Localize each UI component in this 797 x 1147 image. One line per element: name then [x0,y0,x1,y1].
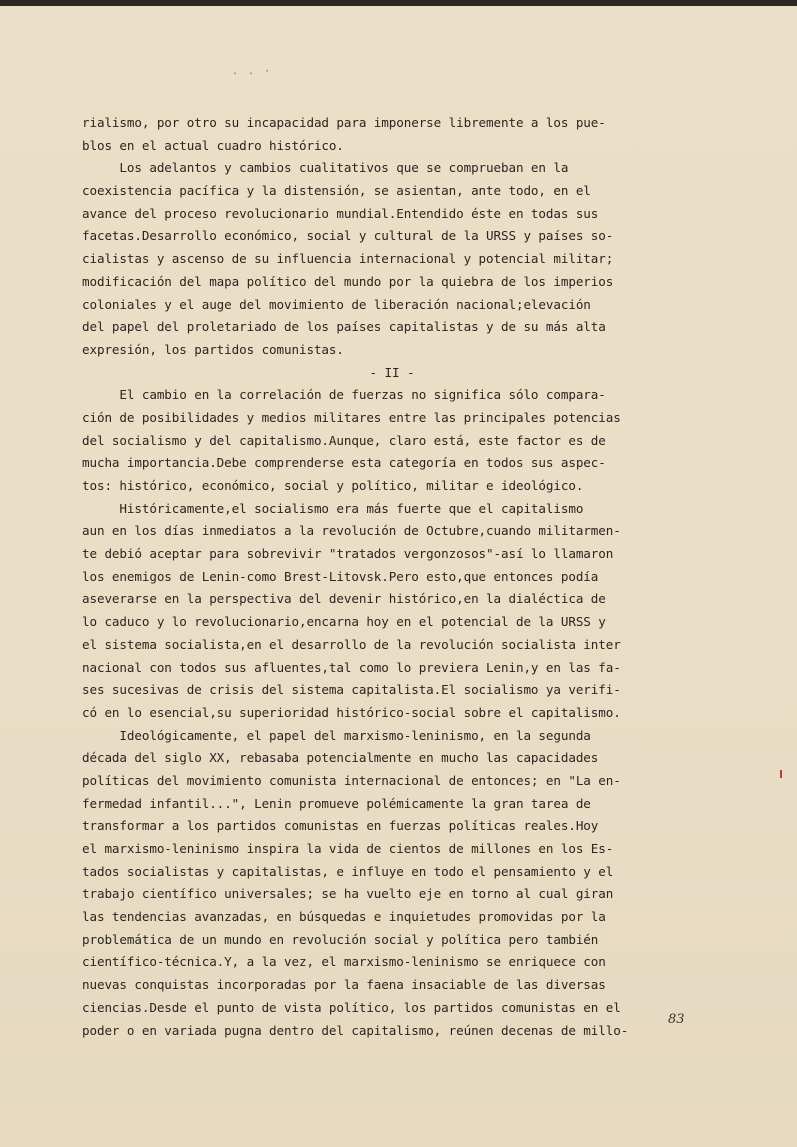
text-line: lo caduco y lo revolucionario,encarna hoy en el potencial de la URSS y [82,614,606,630]
text-line: modificación del mapa político del mundo por la quiebra de los imperios [82,273,614,289]
text-line: expresión, los partidos comunistas. [82,341,344,357]
text-line: blos en el actual cuadro histórico. [82,137,344,153]
body-text [82,112,702,1042]
text-line: del socialismo y del capitalismo.Aunque, claro está, este factor es de [82,432,606,448]
text-line: Históricamente,el socialismo era más fuerte que el capitalismo [82,500,584,516]
text-line: el sistema socialista,en el desarrollo de la revolución socialista inter [82,636,621,652]
text-line: los enemigos de Lenin-como Brest-Litovsk.Pero esto,que entonces podía [82,568,599,584]
text-line: aseverarse en la perspectiva del devenir histórico,en la dialéctica de [82,591,606,607]
text-line: científico-técnica.Y, a la vez, el marxismo-leninismo se enriquece con [82,954,606,970]
margin-mark [780,770,782,778]
text-line: tados socialistas y capitalistas, e influye en todo el pensamiento y el [82,863,614,879]
text-line: transformar a los partidos comunistas en fuerzas políticas reales.Hoy [82,818,599,834]
text-line: coloniales y el auge del movimiento de liberación nacional;elevación [82,296,591,312]
text-line: coexistencia pacífica y la distensión, se asientan, ante todo, en el [82,183,591,199]
text-line: nuevas conquistas incorporadas por la faena insaciable de las diversas [82,977,606,993]
text-line: facetas.Desarrollo económico, social y cultural de la URSS y países so- [82,228,614,244]
text-line: ción de posibilidades y medios militares entre las principales potencias [82,409,621,425]
text-line: el marxismo-leninismo inspira la vida de cientos de millones en los Es- [82,841,614,856]
text-line: Ideológicamente, el papel del marxismo-leninismo, en la segunda [82,727,591,743]
text-line: rialismo, por otro su incapacidad para imponerse libremente a los pue- [82,115,606,130]
text-line: década del siglo XX, rebasaba potencialmente en mucho las capacidades [82,750,599,766]
text-line: El cambio en la correlación de fuerzas no significa sólo compara- [82,387,606,403]
specks: . . · [232,66,273,77]
text-line: cialistas y ascenso de su influencia internacional y potencial militar; [82,251,614,267]
text-line: políticas del movimiento comunista internacional de entonces; en "La en- [82,772,621,788]
text-line: Los adelantos y cambios cualitativos que se comprueban en la [82,160,569,176]
text-line: te debió aceptar para sobrevivir "tratados vergonzosos"-así lo llamaron [82,546,614,562]
text-line: ses sucesivas de crisis del sistema capitalista.El socialismo ya verifi- [82,682,621,698]
text-line: nacional con todos sus afluentes,tal como lo previera Lenin,y en las fa- [82,659,621,675]
text-line: problemática de un mundo en revolución social y política pero también [82,931,599,947]
section-heading: - II - [369,364,415,380]
text-line: mucha importancia.Debe comprenderse esta categoría en todos sus aspec- [82,455,606,471]
text-line: del papel del proletariado de los países capitalistas y de su más alta [82,319,606,335]
text-line: trabajo científico universales; se ha vuelto eje en torno al cual giran [82,886,614,902]
text-line: poder o en variada pugna dentro del capitalismo, reúnen decenas de millo- [82,1022,629,1038]
text-line: avance del proceso revolucionario mundial.Entendido éste en todas sus [82,205,599,221]
page-top-edge [0,0,797,6]
text-line: có en lo esencial,su superioridad histórico-social sobre el capitalismo. [82,704,621,720]
text-line: fermedad infantil...", Lenin promueve polémicamente la gran tarea de [82,795,591,811]
text-line: aun en los días inmediatos a la revolución de Octubre,cuando militarmen- [82,523,621,539]
text-line: tos: histórico, económico, social y político, militar e ideológico. [82,478,584,493]
text-line: ciencias.Desde el punto de vista político, los partidos comunistas en el [82,999,621,1015]
page-number: 83 [668,1012,685,1027]
text-line: las tendencias avanzadas, en búsquedas e inquietudes promovidas por la [82,909,606,925]
